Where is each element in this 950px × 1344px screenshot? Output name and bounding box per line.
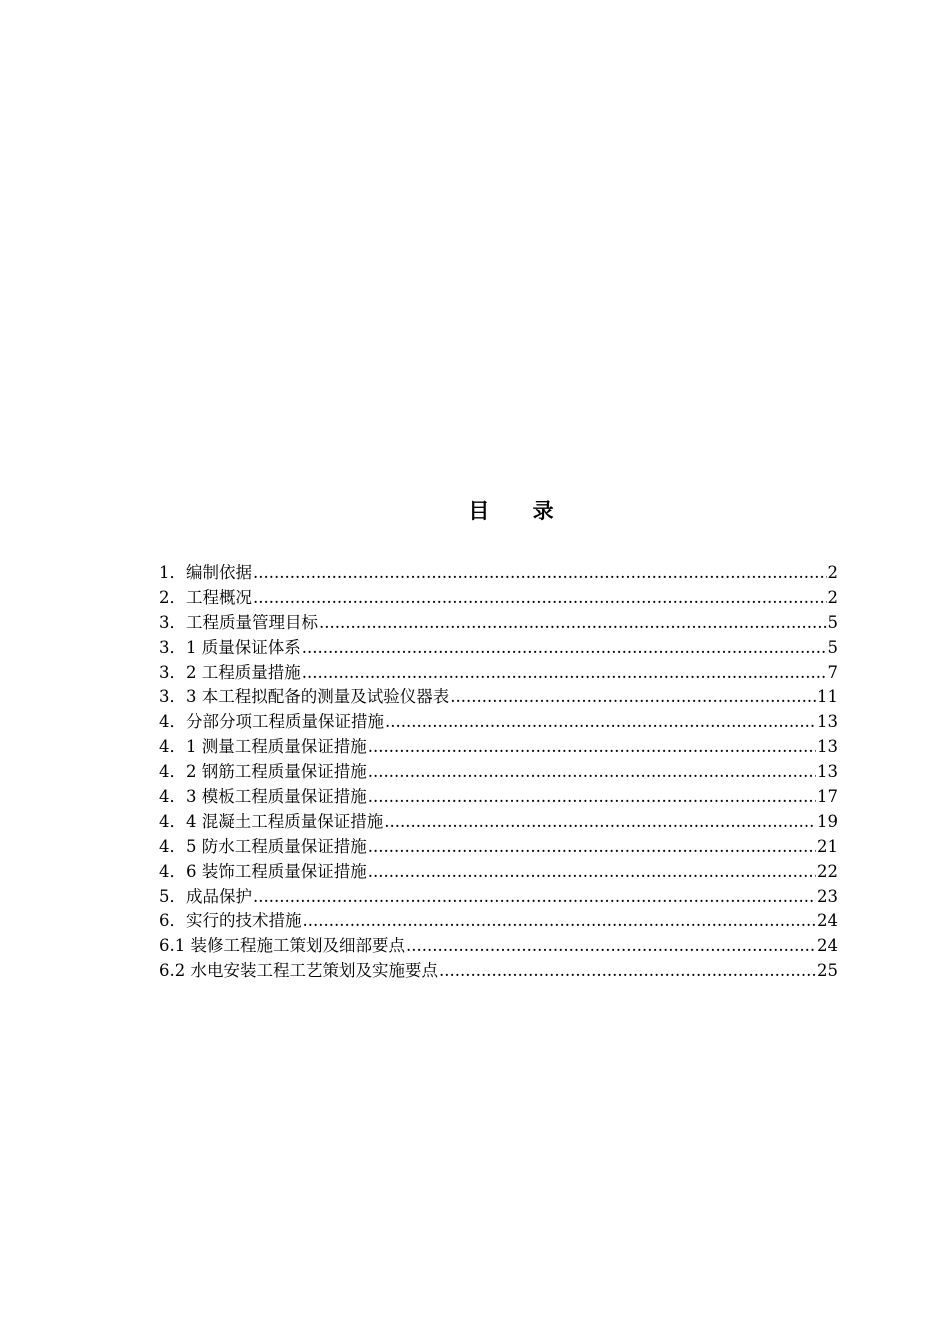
toc-dot-leader	[368, 760, 816, 785]
toc-entry-page: 21	[817, 836, 838, 856]
toc-entry-page: 13	[817, 712, 838, 732]
toc-dot-leader	[368, 735, 816, 760]
toc-entry-page: 25	[817, 961, 838, 981]
toc-entry-page: 23	[817, 886, 838, 906]
toc-entry[interactable]	[159, 885, 838, 910]
toc-entry[interactable]	[159, 835, 838, 860]
toc-entry-page: 13	[817, 762, 838, 782]
toc-dot-leader	[302, 636, 827, 661]
toc-entry[interactable]	[159, 586, 838, 611]
toc-dot-leader	[253, 561, 827, 586]
toc-entry-page: 5	[827, 612, 838, 632]
toc-entry[interactable]	[159, 909, 838, 934]
toc-entry[interactable]	[159, 934, 838, 959]
toc-entry-label: 4．5 防水工程质量保证措施	[159, 836, 367, 856]
toc-dot-leader	[450, 685, 816, 710]
toc-entry[interactable]	[159, 611, 838, 636]
toc-entry-page: 11	[817, 687, 838, 707]
toc-dot-leader	[319, 611, 827, 636]
toc-entry[interactable]	[159, 661, 838, 686]
toc-dot-leader	[384, 810, 816, 835]
toc-entry[interactable]	[159, 959, 838, 984]
toc-entry-label: 4．1 测量工程质量保证措施	[159, 737, 367, 757]
toc-entry-label: 4．分部分项工程质量保证措施	[159, 712, 384, 732]
toc-entry-label: 3．工程质量管理目标	[159, 612, 318, 632]
toc-entry-page: 7	[827, 662, 838, 682]
toc-entry-label: 5．成品保护	[159, 886, 252, 906]
toc-dot-leader	[303, 909, 817, 934]
toc-entry-page: 2	[827, 587, 838, 607]
table-of-contents	[159, 561, 838, 984]
toc-entry[interactable]	[159, 685, 838, 710]
toc-dot-leader	[385, 710, 816, 735]
toc-entry-label: 6.1 装修工程施工策划及细部要点	[159, 936, 405, 956]
toc-entry-page: 24	[817, 936, 838, 956]
toc-entry-label: 4．6 装饰工程质量保证措施	[159, 861, 367, 881]
toc-dot-leader	[368, 860, 816, 885]
toc-dot-leader	[302, 661, 827, 686]
toc-entry-page: 24	[817, 911, 838, 931]
toc-entry[interactable]	[159, 810, 838, 835]
toc-entry-label: 1．编制依据	[159, 563, 252, 582]
toc-entry-page: 13	[817, 737, 838, 757]
toc-dot-leader	[368, 835, 816, 860]
toc-entry-label: 3．2 工程质量措施	[159, 662, 301, 682]
toc-entry-label: 3．1 质量保证体系	[159, 637, 301, 657]
toc-dot-leader	[253, 586, 827, 611]
toc-entry[interactable]	[159, 860, 838, 885]
toc-entry-page: 19	[817, 811, 838, 831]
toc-entry[interactable]	[159, 760, 838, 785]
toc-entry[interactable]	[159, 710, 838, 735]
toc-entry-label: 6.2 水电安装工程工艺策划及实施要点	[159, 961, 438, 981]
toc-entry-label: 4．2 钢筋工程质量保证措施	[159, 762, 367, 782]
toc-entry-label: 6．实行的技术措施	[159, 911, 302, 931]
toc-entry[interactable]	[159, 785, 838, 810]
toc-entry-page: 5	[827, 637, 838, 657]
toc-entry-label: 3．3 本工程拟配备的测量及试验仪器表	[159, 687, 450, 707]
toc-entry[interactable]	[159, 735, 838, 760]
toc-title: 目 录	[468, 498, 572, 523]
toc-dot-leader	[439, 959, 816, 984]
toc-entry-label: 2．工程概况	[159, 587, 252, 607]
toc-entry[interactable]	[159, 561, 838, 586]
toc-dot-leader	[253, 885, 816, 910]
toc-dot-leader	[368, 785, 816, 810]
toc-entry[interactable]	[159, 636, 838, 661]
toc-dot-leader	[406, 934, 816, 959]
toc-entry-label: 4．3 模板工程质量保证措施	[159, 787, 367, 807]
toc-entry-page: 17	[817, 787, 838, 807]
toc-entry-label: 4．4 混凝土工程质量保证措施	[159, 811, 384, 831]
toc-entry-page: 22	[817, 861, 838, 881]
toc-entry-page: 2	[827, 563, 838, 582]
